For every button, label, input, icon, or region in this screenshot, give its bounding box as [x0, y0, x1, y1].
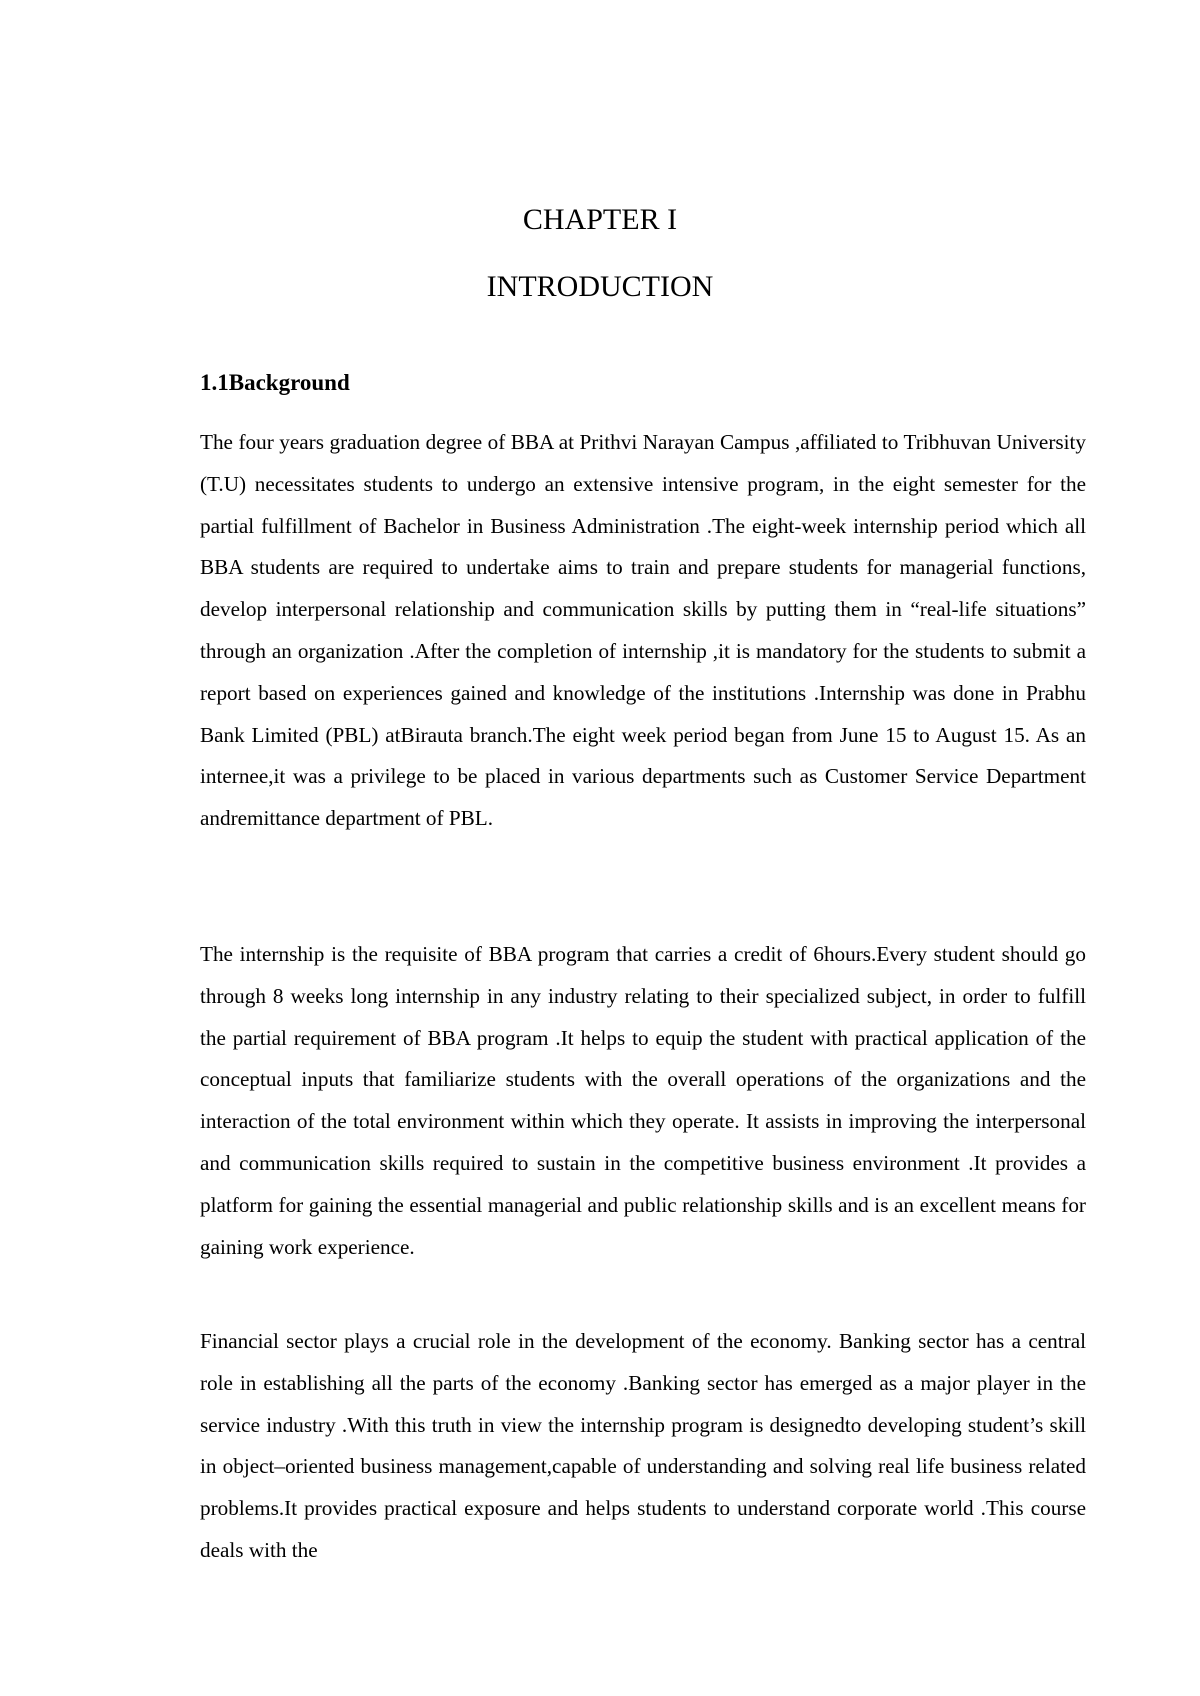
paragraph-background-3: Financial sector plays a crucial role in the development of the economy. Banking sector has a central role in establishing all the parts of the economy .Banking sector has emerged as a major player in the service industry .With this truth in view the internship program is designedto developing student’s skill in object–oriented business management,capable of understanding and solving real life business related problems.It provides practical exposure and helps students to understand corporate world .This course deals with the [200, 1329, 1086, 1562]
chapter-title: INTRODUCTION [486, 270, 714, 303]
paragraph-background-1: The four years graduation degree of BBA at Prithvi Narayan Campus ,affiliated to Tribhuvan University (T.U) necessitates students to undergo an extensive intensive program, in the eight semester for the partial fulfillment of Bachelor in Business Administration .The eight-week internship period which all BBA students are required to undertake aims to train and prepare students for managerial functions, develop interpersonal relationship and communication skills by putting them in “real-life situations” through an organization .After the completion of internship ,it is mandatory for the students to submit a report based on experiences gained and knowledge of the institutions .Internship was done in Prabhu Bank Limited (PBL) atBirauta branch.The eight week period began from June 15 to August 15. As an internee,it was a privilege to be placed in various departments such as Customer Service Department andremittance department of PBL. [200, 430, 1086, 831]
paragraph-background-2: The internship is the requisite of BBA program that carries a credit of 6hours.Every student should go through 8 weeks long internship in any industry relating to their specialized subject, in order to fulfill the partial requirement of BBA program .It helps to equip the student with practical application of the conceptual inputs that familiarize students with the overall operations of the organizations and the interaction of the total environment within which they operate. It assists in improving the interpersonal and communication skills required to sustain in the competitive business environment .It provides a platform for gaining the essential managerial and public relationship skills and is an excellent means for gaining work experience. [200, 942, 1086, 1259]
chapter-number: CHAPTER I [522, 203, 678, 236]
section-heading: 1.1Background [200, 370, 350, 395]
